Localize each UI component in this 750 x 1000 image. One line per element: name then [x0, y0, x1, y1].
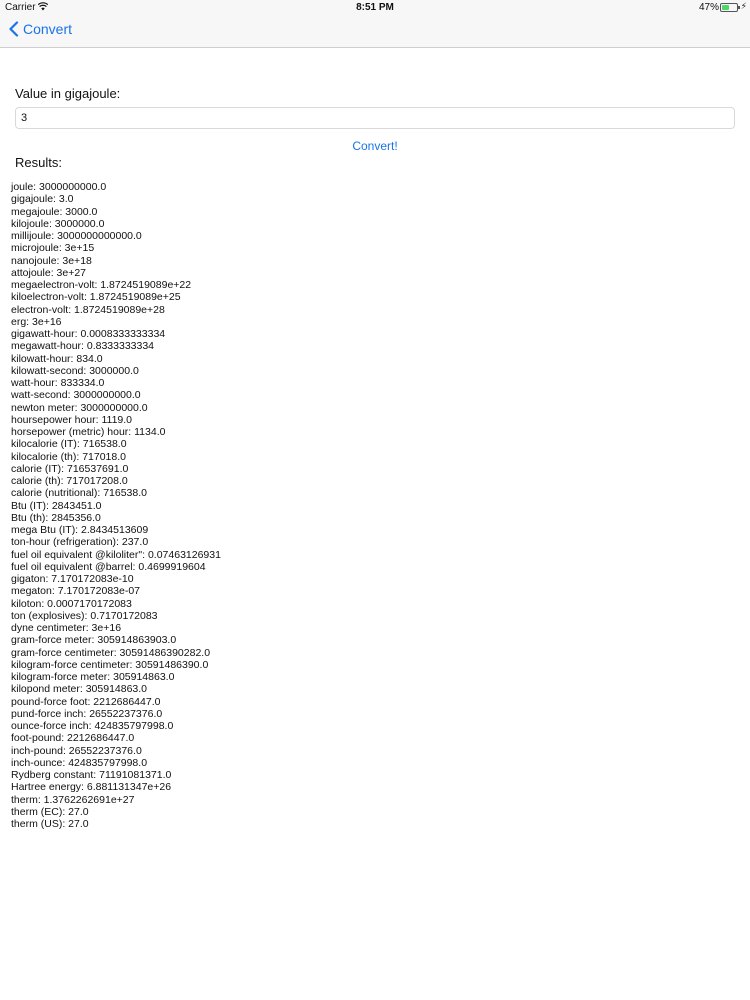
- result-item: hoursepower hour: 1119.0: [11, 413, 133, 426]
- result-item: calorie (nutritional): 716538.0: [11, 487, 147, 500]
- result-item: megajoule: 3000.0: [11, 205, 98, 218]
- result-item: therm: 1.3762262691e+27: [11, 793, 135, 806]
- result-item: gigajoule: 3.0: [11, 193, 74, 206]
- result-item: gram-force meter: 305914863903.0: [11, 634, 177, 647]
- result-item: calorie (IT): 716537691.0: [11, 462, 129, 475]
- result-item: mega Btu (IT): 2.8434513609: [11, 524, 149, 536]
- result-item: erg: 3e+16: [11, 315, 62, 328]
- result-item: calorie (th): 717017208.0: [11, 475, 128, 487]
- result-item: kilocalorie (th): 717018.0: [11, 450, 126, 463]
- back-button-label: Convert: [23, 21, 73, 37]
- result-item: fuel oil equivalent @barrel: 0.4699919604: [11, 560, 206, 573]
- battery-icon: [720, 3, 738, 12]
- result-item: newton meter: 3000000000.0: [11, 401, 148, 414]
- results-label: Results:: [15, 155, 62, 170]
- result-item: watt-hour: 833334.0: [11, 377, 105, 389]
- result-item: Btu (th): 2845356.0: [11, 511, 101, 524]
- result-item: kilogram-force meter: 305914863.0: [11, 671, 175, 683]
- result-item: millijoule: 3000000000000.0: [11, 230, 142, 242]
- value-input[interactable]: [15, 107, 735, 129]
- result-item: gigawatt-hour: 0.0008333333334: [11, 328, 166, 340]
- result-item: kiloelectron-volt: 1.8724519089e+25: [11, 291, 181, 304]
- result-item: dyne centimeter: 3e+16: [11, 622, 122, 634]
- result-item: Btu (IT): 2843451.0: [11, 499, 102, 512]
- result-item: kilopond meter: 305914863.0: [11, 683, 148, 696]
- result-item: ton-hour (refrigeration): 237.0: [11, 536, 149, 549]
- result-item: joule: 3000000000.0: [11, 181, 107, 193]
- result-item: inch-pound: 26552237376.0: [11, 744, 142, 757]
- battery-percent: 47%: [698, 2, 719, 13]
- back-button[interactable]: [8, 21, 72, 37]
- result-item: gram-force centimeter: 30591486390282.0: [11, 646, 211, 659]
- result-item: kilogram-force centimeter: 30591486390.0: [11, 658, 209, 671]
- result-item: kilowatt-hour: 834.0: [11, 352, 103, 365]
- result-item: kilowatt-second: 3000000.0: [11, 364, 139, 377]
- result-item: horsepower (metric) hour: 1134.0: [11, 426, 166, 438]
- result-item: nanojoule: 3e+18: [11, 254, 92, 267]
- result-item: ton (explosives): 0.7170172083: [11, 609, 158, 622]
- result-item: megawatt-hour: 0.8333333334: [11, 340, 155, 353]
- result-item: kilojoule: 3000000.0: [11, 217, 105, 230]
- result-item: therm (US): 27.0: [11, 818, 89, 830]
- result-item: Hartree energy: 6.881131347e+26: [11, 781, 172, 794]
- result-item: kilocalorie (IT): 716538.0: [11, 438, 127, 451]
- result-item: foot-pound: 2212686447.0: [11, 732, 135, 745]
- result-item: megaton: 7.170172083e-07: [11, 585, 141, 598]
- carrier-label: Carrier: [5, 2, 36, 13]
- status-bar: [0, 0, 750, 16]
- status-time: 8:51 PM: [356, 2, 394, 13]
- result-item: inch-ounce: 424835797998.0: [11, 756, 148, 769]
- convert-button[interactable]: Convert!: [352, 139, 398, 153]
- result-item: ounce-force inch: 424835797998.0: [11, 720, 174, 732]
- result-item: gigaton: 7.170172083e-10: [11, 573, 134, 585]
- charging-bolt-icon: ⚡: [740, 1, 747, 11]
- navigation-bar: [0, 16, 750, 48]
- result-item: megaelectron-volt: 1.8724519089e+22: [11, 279, 192, 291]
- result-item: microjoule: 3e+15: [11, 242, 95, 255]
- result-item: attojoule: 3e+27: [11, 266, 87, 279]
- result-item: therm (EC): 27.0: [11, 805, 89, 818]
- results-list: [11, 181, 221, 830]
- result-item: pound-force foot: 2212686447.0: [11, 695, 161, 708]
- result-item: Rydberg constant: 71191081371.0: [11, 769, 172, 781]
- chevron-left-icon: [8, 21, 19, 37]
- result-item: pund-force inch: 26552237376.0: [11, 707, 163, 720]
- result-item: electron-volt: 1.8724519089e+28: [11, 303, 165, 316]
- result-item: watt-second: 3000000000.0: [11, 389, 141, 402]
- value-label: Value in gigajoule:: [15, 86, 121, 101]
- result-item: fuel oil equivalent @kiloliter": 0.07463126931: [11, 548, 221, 561]
- result-item: kiloton: 0.0007170172083: [11, 597, 132, 610]
- battery-level: [722, 5, 729, 10]
